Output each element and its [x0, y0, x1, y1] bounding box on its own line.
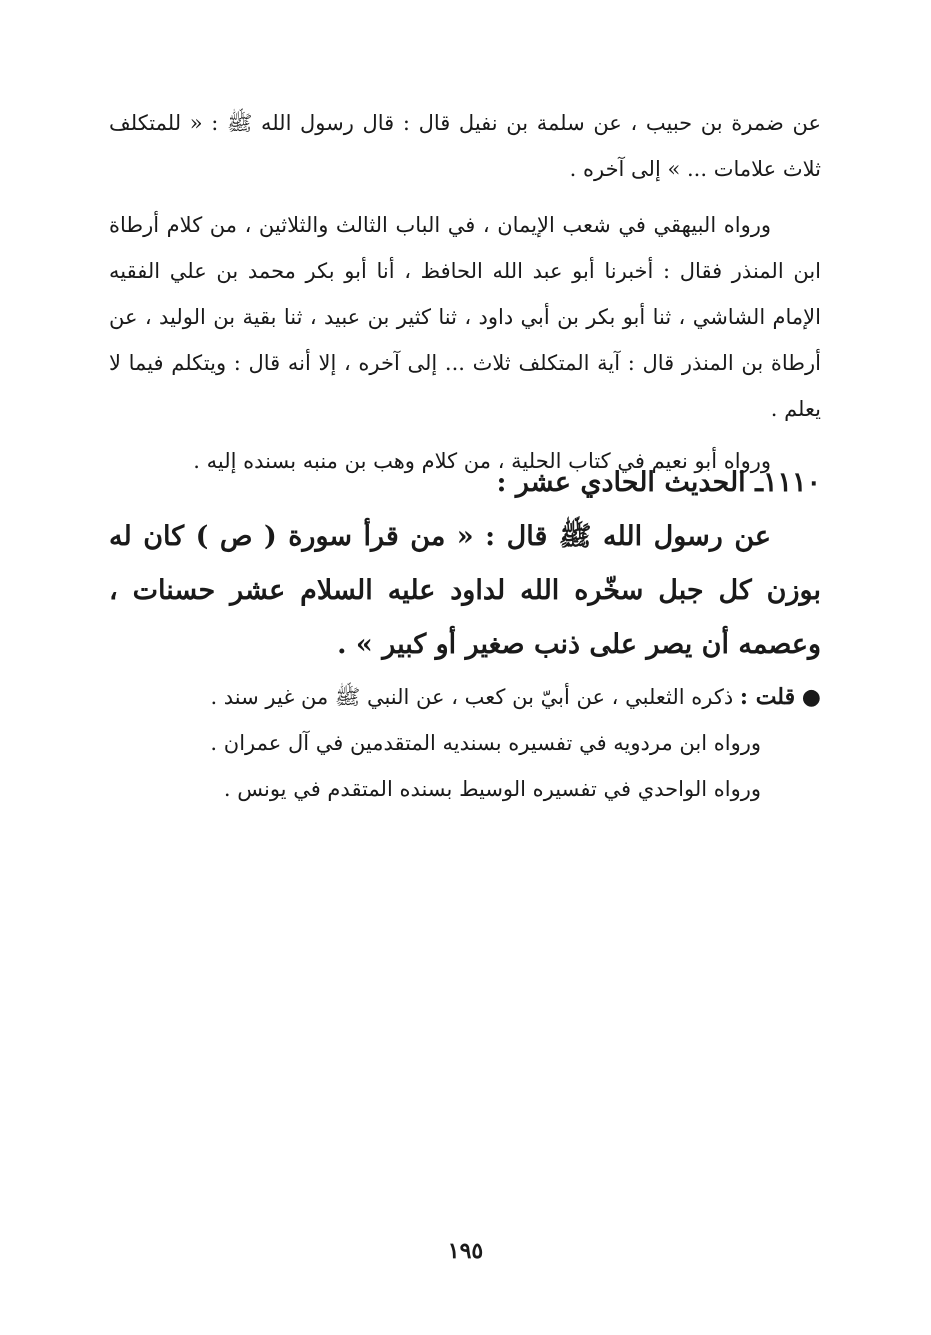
- bullet-icon: ●: [801, 684, 821, 710]
- page-number: ١٩٥: [447, 1238, 484, 1264]
- paragraph-damra-chain: عن ضمرة بن حبيب ، عن سلمة بن نفيل قال : قال رسول الله ﷺ : « للمتكلف ثلاث علامات ... » إلى آخره .: [109, 111, 821, 181]
- note-label: قلت :: [739, 684, 796, 710]
- sub-note-wahidi: ورواه الواحدي في تفسيره الوسيط بسنده المتقدم في يونس .: [223, 777, 761, 801]
- hadith-heading: ١١١٠ـ الحديث الحادي عشر :: [496, 467, 821, 498]
- hadith-text: عن رسول الله ﷺ قال : « من قرأ سورة ( ص ) كان له بوزن كل جبل سخّره الله لداود عليه السلام عشر حسنات ، وعصمه أن يصر على ذنب صغير أو كبير » .: [109, 521, 821, 660]
- sub-note-ibn-marduyah: ورواه ابن مردويه في تفسيره بسنديه المتقدمين في آل عمران .: [210, 731, 761, 755]
- body-text-top: [109, 100, 821, 484]
- commentary-note: [109, 674, 821, 720]
- commentary-section: [109, 674, 821, 812]
- note-text: ذكره الثعلبي ، عن أبيّ بن كعب ، عن النبي ﷺ من غير سند .: [210, 685, 734, 709]
- paragraph-bayhaqi: ورواه البيهقي في شعب الإيمان ، في الباب الثالث والثلاثين ، من كلام أرطاة ابن المنذر فقال : أخبرنا أبو عبد الله الحافظ ، أنا أبو بكر محمد بن علي الفقيه الإمام الشاشي ، ثنا أبو بكر بن أبي داود ، ثنا كثير بن عبيد ، ثنا بقية بن الوليد ، عن أرطاة بن المنذر قال : آية المتكلف ثلاث ... إلى آخره ، إلا أنه قال : ويتكلم فيما لا يعلم .: [109, 213, 821, 421]
- hadith-section: [109, 456, 821, 672]
- paragraph-abu-nuaym: ورواه أبو نعيم في كتاب الحلية ، من كلام وهب بن منبه بسنده إليه .: [193, 449, 771, 473]
